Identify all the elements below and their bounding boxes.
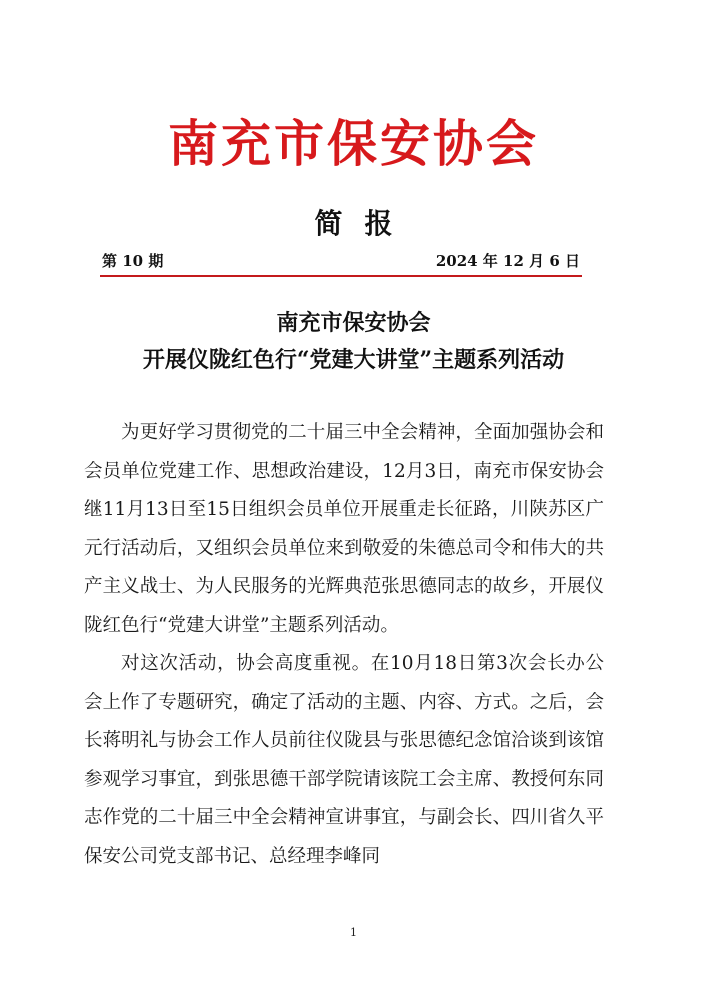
article-title-line-1: 南充市保安协会 — [276, 310, 431, 336]
article-body — [84, 414, 604, 876]
article-title-line-2: 开展仪陇红色行“党建大讲堂”主题系列活动 — [142, 347, 565, 373]
issue-number: 第 10 期 — [102, 252, 164, 270]
red-divider-rule — [100, 275, 582, 277]
issue-info-row — [100, 250, 582, 274]
issue-date: 2024 年 12 月 6 日 — [435, 252, 580, 270]
page-number: 1 — [350, 926, 357, 939]
article-paragraph: 为更好学习贯彻党的二十届三中全会精神，全面加强协会和会员单位党建工作、思想政治建设，12月3日，南充市保安协会继11月13日至15日组织会员单位开展重走长征路，川陕苏区广元行活动后，又组织会员单位来到敬爱的朱德总司令和伟大的共产主义战士、为人民服务的光辉典范张思德同志的故乡，开展仪陇红色行“党建大讲堂”主题系列活动。 — [84, 422, 604, 636]
article-paragraph: 对这次活动，协会高度重视。在10月18日第3次会长办公会上作了专题研究，确定了活动的主题、内容、方式。之后，会长蒋明礼与协会工作人员前往仪陇县与张思德纪念馆洽谈到该馆参观学习事宜，到张思德干部学院请该院工会主席、教授何东同志作党的二十届三中全会精神宣讲事宜，与副会长、四川省久平保安公司党支部书记、总经理李峰同 — [84, 653, 604, 867]
bulletin-type-label: 简报 — [314, 207, 415, 240]
masthead-organization-title: 南充市保安协会 — [168, 114, 539, 173]
